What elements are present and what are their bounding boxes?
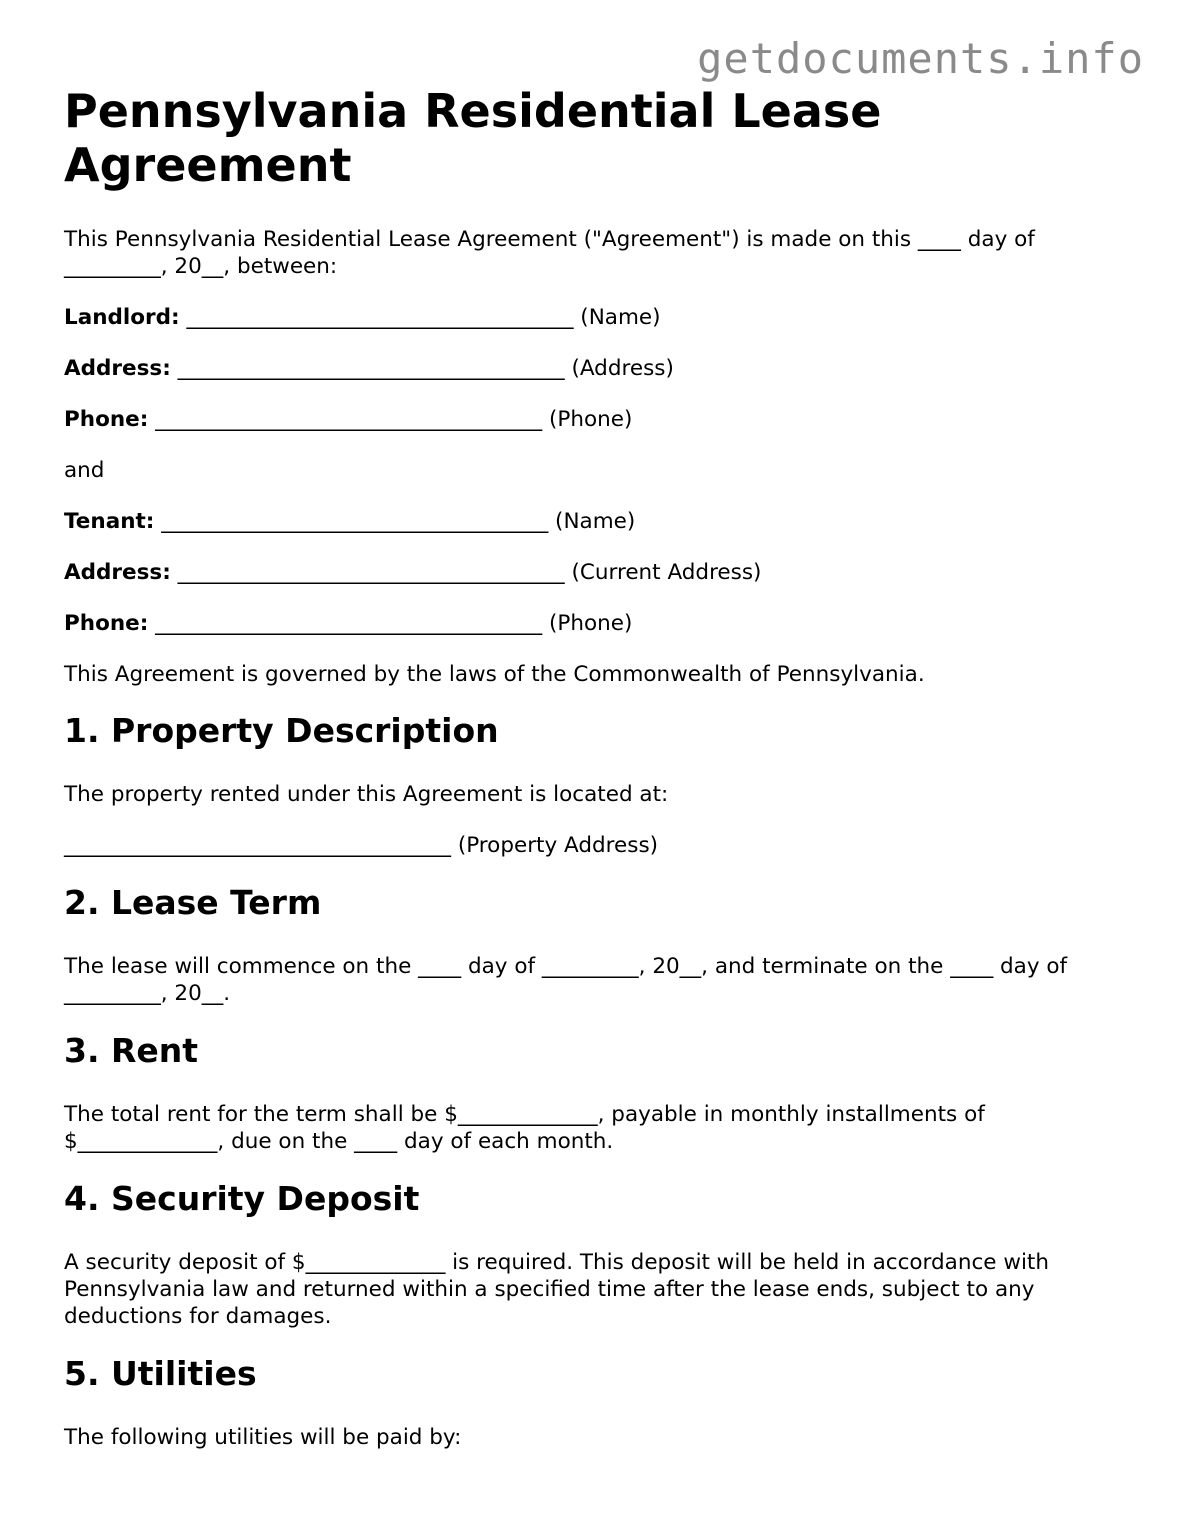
security-deposit-paragraph: A security deposit of $_____________ is required. This deposit will be held in accordance with Pennsylvania law and returned within a specified time after the lease ends, subject to any deductions for damages. [64,1250,1049,1329]
landlord-name-field [64,304,1124,331]
and-text: and [64,458,105,483]
section-heading-lease-term: 2. Lease Term [64,883,322,922]
landlord-address-label: Address: [64,356,171,381]
document-page [64,84,1124,1451]
landlord-name-blank: ____________________________________ (Name) [179,305,661,330]
rent-paragraph: The total rent for the term shall be $_____________, payable in monthly installments of $_____________, due on the ____ day of each month. [64,1102,985,1154]
section-heading-utilities: 5. Utilities [64,1354,257,1393]
section-heading-property: 1. Property Description [64,711,499,750]
tenant-phone-label: Phone: [64,611,149,636]
section-heading-rent: 3. Rent [64,1031,199,1070]
utilities-paragraph: The following utilities will be paid by: [64,1425,462,1450]
intro-paragraph: This Pennsylvania Residential Lease Agreement ("Agreement") is made on this ____ day of _________, 20__, between: [64,227,1035,279]
landlord-phone-field [64,406,1124,433]
governing-law-paragraph: This Agreement is governed by the laws of the Commonwealth of Pennsylvania. [64,662,925,687]
tenant-phone-field [64,610,1124,637]
landlord-phone-label: Phone: [64,407,149,432]
watermark: getdocuments.info [697,34,1144,83]
landlord-phone-blank: ____________________________________ (Phone) [148,407,633,432]
tenant-address-blank: ____________________________________ (Current Address) [170,560,762,585]
tenant-address-label: Address: [64,560,171,585]
landlord-name-label: Landlord: [64,305,180,330]
tenant-name-field [64,508,1124,535]
landlord-address-blank: ____________________________________ (Address) [170,356,674,381]
landlord-address-field [64,355,1124,382]
property-address-blank: ____________________________________ (Property Address) [64,833,659,858]
lease-term-paragraph: The lease will commence on the ____ day of _________, 20__, and terminate on the ____ day of _________, 20__. [64,954,1068,1006]
tenant-name-blank: ____________________________________ (Name) [154,509,636,534]
section-heading-security-deposit: 4. Security Deposit [64,1179,420,1218]
tenant-phone-blank: ____________________________________ (Phone) [148,611,633,636]
property-paragraph: The property rented under this Agreement is located at: [64,782,669,807]
document-title: Pennsylvania Residential Lease Agreement [64,84,882,192]
tenant-name-label: Tenant: [64,509,155,534]
tenant-address-field [64,559,1124,586]
